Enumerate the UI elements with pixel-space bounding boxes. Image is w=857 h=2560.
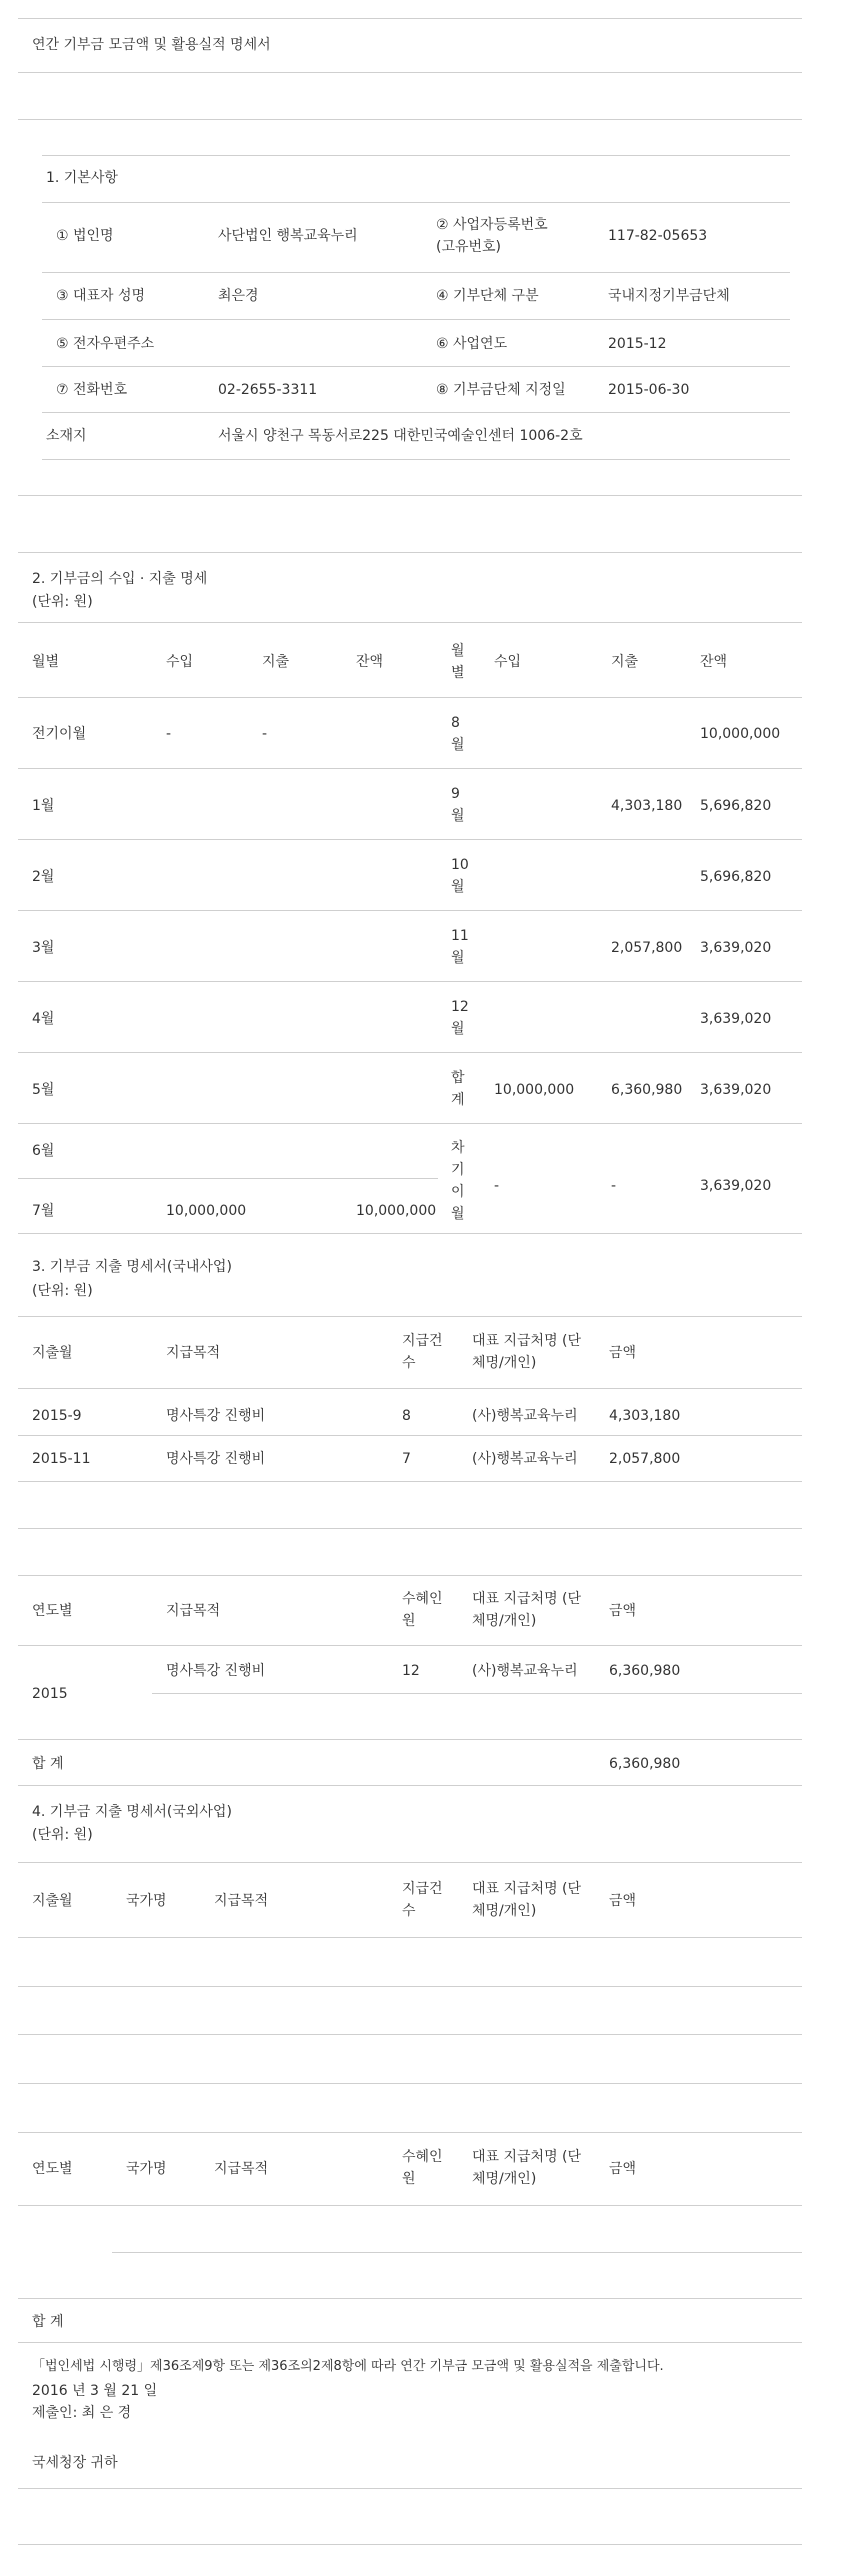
income-cell: 4,303,180 [611, 798, 683, 814]
foreign-unit: (단위: 원) [32, 1827, 93, 1843]
domestic-cell: (사)행복교육누리 [472, 1408, 578, 1424]
basic-heading: 1. 기본사항 [46, 170, 118, 186]
domestic-header: 지급건수 [402, 1333, 443, 1371]
foreign-header: 국가명 [126, 2161, 167, 2177]
income-cell: 9월 [451, 786, 465, 824]
basic-label: ② 사업자등록번호(고유번호) [436, 217, 548, 255]
income-header: 지출 [611, 654, 639, 670]
domestic-cell: 8 [402, 1408, 411, 1424]
basic-label: ⑤ 전자우편주소 [56, 336, 155, 352]
domestic-cell: 6,360,980 [609, 1663, 681, 1679]
domestic-year: 2015 [32, 1686, 68, 1702]
income-cell: 전기이월 [32, 726, 87, 742]
income-cell: 합계 [451, 1070, 465, 1108]
income-cell: 8월 [451, 715, 465, 753]
domestic-header: 연도별 [32, 1603, 73, 1619]
income-cell: - [494, 1178, 500, 1194]
income-cell: 12월 [451, 999, 469, 1037]
income-heading: 2. 기부금의 수입 · 지출 명세 [32, 571, 208, 587]
basic-label: ④ 기부단체 구분 [436, 288, 539, 304]
foreign-header: 국가명 [126, 1893, 167, 1909]
income-cell: 10월 [451, 857, 469, 895]
submission-statement: 「법인세법 시행령」제36조제9항 또는 제36조의2제8항에 따라 연간 기부금 모금액 및 활용실적을 제출합니다. [32, 2359, 664, 2374]
income-cell: 3월 [32, 940, 55, 956]
recipient: 국세청장 귀하 [32, 2455, 118, 2471]
basic-value: 2015-06-30 [608, 382, 690, 398]
income-header: 지출 [262, 654, 290, 670]
income-cell: - [262, 726, 268, 742]
income-cell: 3,639,020 [700, 1011, 772, 1027]
foreign-heading: 4. 기부금 지출 명세서(국외사업) [32, 1804, 232, 1820]
foreign-header: 연도별 [32, 2161, 73, 2177]
foreign-header: 금액 [609, 2161, 637, 2177]
foreign-header: 대표 지급처명 (단체명/개인) [472, 1881, 582, 1919]
income-header: 월별 [451, 643, 465, 681]
domestic-cell: 12 [402, 1663, 420, 1679]
submission-date: 2016 년 3 월 21 일 [32, 2383, 158, 2399]
income-cell: 3,639,020 [700, 1082, 772, 1098]
foreign-header: 지급목적 [214, 1893, 269, 1909]
income-cell: 5월 [32, 1082, 55, 1098]
income-header: 잔액 [700, 654, 728, 670]
foreign-header: 지출월 [32, 1893, 73, 1909]
basic-value: 117-82-05653 [608, 228, 708, 244]
basic-label: ⑦ 전화번호 [56, 382, 128, 398]
address-label: 소재지 [46, 428, 87, 444]
income-cell: 1월 [32, 798, 55, 814]
domestic-cell: 명사특강 진행비 [166, 1408, 266, 1424]
basic-value: 국내지정기부금단체 [608, 288, 730, 304]
domestic-header: 수혜인원 [402, 1591, 443, 1629]
basic-label: ⑥ 사업연도 [436, 336, 508, 352]
income-cell: 3,639,020 [700, 1178, 772, 1194]
domestic-cell: 7 [402, 1451, 411, 1467]
income-header: 잔액 [356, 654, 384, 670]
domestic-cell: 4,303,180 [609, 1408, 681, 1424]
domestic-header: 대표 지급처명 (단체명/개인) [472, 1333, 582, 1371]
document-title: 연간 기부금 모금액 및 활용실적 명세서 [32, 37, 271, 53]
domestic-header: 금액 [609, 1603, 637, 1619]
income-header: 수입 [494, 654, 522, 670]
income-cell: 5,696,820 [700, 798, 772, 814]
income-cell: - [611, 1178, 617, 1194]
income-cell: 10,000,000 [166, 1203, 247, 1219]
income-cell: 10,000,000 [700, 726, 781, 742]
domestic-header: 지급목적 [166, 1603, 221, 1619]
domestic-cell: (사)행복교육누리 [472, 1451, 578, 1467]
basic-label: ① 법인명 [56, 228, 114, 244]
income-cell: - [166, 726, 172, 742]
income-cell: 7월 [32, 1203, 55, 1219]
income-cell: 6,360,980 [611, 1082, 683, 1098]
foreign-total-label: 합 계 [32, 2314, 64, 2330]
foreign-header: 지급목적 [214, 2161, 269, 2177]
income-header: 수입 [166, 654, 194, 670]
income-cell: 4월 [32, 1011, 55, 1027]
domestic-cell: 명사특강 진행비 [166, 1663, 266, 1679]
income-cell: 10,000,000 [356, 1203, 437, 1219]
domestic-cell: 2015-9 [32, 1408, 82, 1424]
domestic-header: 대표 지급처명 (단체명/개인) [472, 1591, 582, 1629]
foreign-header: 대표 지급처명 (단체명/개인) [472, 2149, 582, 2187]
income-cell: 6월 [32, 1143, 55, 1159]
basic-value: 02-2655-3311 [218, 382, 318, 398]
income-cell: 3,639,020 [700, 940, 772, 956]
basic-value: 최은경 [218, 288, 259, 304]
domestic-cell: 명사특강 진행비 [166, 1451, 266, 1467]
domestic-cell: 2,057,800 [609, 1451, 681, 1467]
domestic-cell: 2015-11 [32, 1451, 91, 1467]
foreign-header: 수혜인원 [402, 2149, 443, 2187]
domestic-total-label: 합 계 [32, 1756, 64, 1772]
income-cell: 2월 [32, 869, 55, 885]
submitter: 제출인: 최 은 경 [32, 2405, 132, 2421]
income-cell: 5,696,820 [700, 869, 772, 885]
address-value: 서울시 양천구 목동서로225 대한민국예술인센터 1006-2호 [218, 428, 583, 444]
domestic-header: 지출월 [32, 1345, 73, 1361]
domestic-unit: (단위: 원) [32, 1283, 93, 1299]
income-cell: 2,057,800 [611, 940, 683, 956]
domestic-heading: 3. 기부금 지출 명세서(국내사업) [32, 1259, 232, 1275]
domestic-total: 6,360,980 [609, 1756, 681, 1772]
income-header: 월별 [32, 654, 60, 670]
basic-label: ⑧ 기부금단체 지정일 [436, 382, 566, 398]
basic-label: ③ 대표자 성명 [56, 288, 146, 304]
income-unit: (단위: 원) [32, 594, 93, 610]
basic-value: 사단법인 행복교육누리 [218, 228, 358, 244]
foreign-header: 금액 [609, 1893, 637, 1909]
basic-value: 2015-12 [608, 336, 667, 352]
domestic-header: 금액 [609, 1345, 637, 1361]
income-cell: 10,000,000 [494, 1082, 575, 1098]
foreign-header: 지급건수 [402, 1881, 443, 1919]
income-cell: 차기이월 [451, 1140, 465, 1222]
domestic-cell: (사)행복교육누리 [472, 1663, 578, 1679]
income-cell: 11월 [451, 928, 469, 966]
domestic-header: 지급목적 [166, 1345, 221, 1361]
